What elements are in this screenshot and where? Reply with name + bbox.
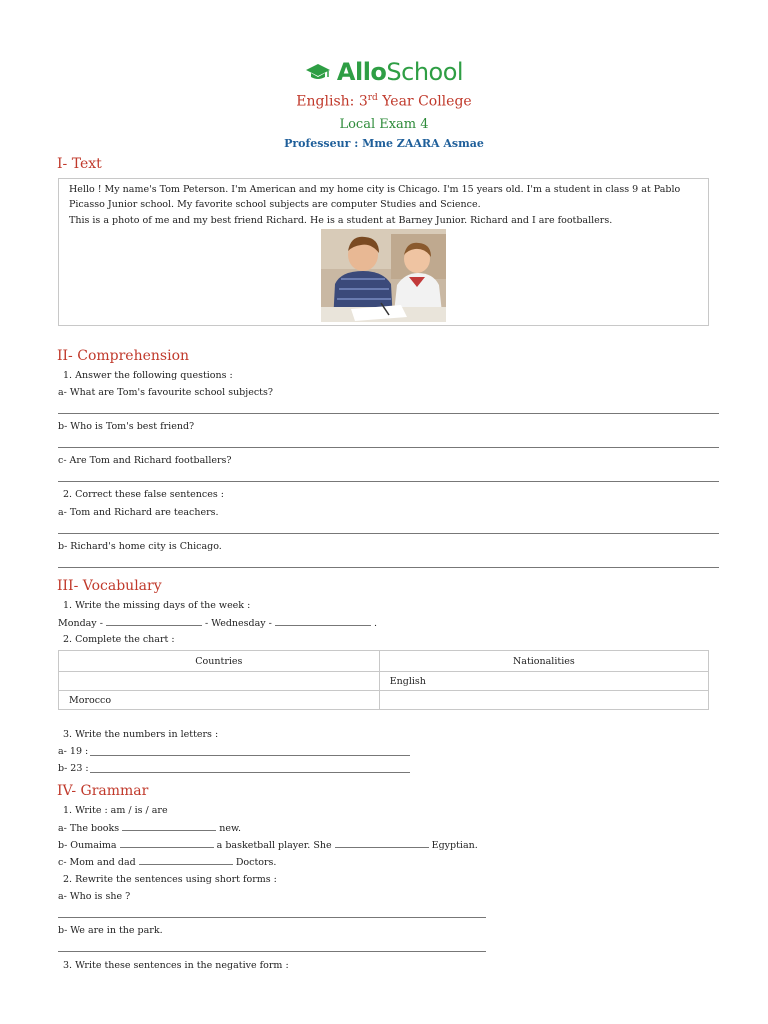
question-2a: a- Tom and Richard are teachers.: [58, 507, 219, 518]
number-23-label: b- 23 :: [58, 763, 89, 774]
answer-line[interactable]: [90, 755, 410, 756]
grammar-sentence-a: a- The books new.: [58, 823, 241, 834]
question-1c: c- Are Tom and Richard footballers?: [58, 455, 232, 466]
answer-line[interactable]: [58, 951, 486, 952]
chart-cell[interactable]: [379, 691, 708, 710]
text-paragraph-2: This is a photo of me and my best friend Richard. He is a student at Barney Junior. Richard and I are footballers.: [69, 215, 613, 226]
days-of-week-exercise: Monday - - Wednesday - .: [58, 618, 377, 629]
question-1a: a- What are Tom's favourite school subjects?: [58, 387, 273, 398]
column-header-nationalities: Nationalities: [379, 651, 708, 672]
grammar-question-3: 3. Write these sentences in the negative form :: [63, 960, 289, 971]
blank-field[interactable]: [120, 839, 214, 848]
section-text-title: I- Text: [57, 156, 102, 172]
blank-field[interactable]: [106, 617, 202, 626]
course-title: English: 3rd Year College: [296, 93, 472, 110]
professor-name: Professeur : Mme ZAARA Asmae: [284, 137, 484, 150]
vocab-question-3: 3. Write the numbers in letters :: [63, 729, 219, 740]
number-19-label: a- 19 :: [58, 746, 89, 757]
vocab-question-1: 1. Write the missing days of the week :: [63, 600, 251, 611]
question-2b: b- Richard's home city is Chicago.: [58, 541, 222, 552]
chart-cell[interactable]: [59, 672, 380, 691]
vocab-question-2: 2. Complete the chart :: [63, 634, 175, 645]
answer-line[interactable]: [58, 447, 719, 448]
logo: [0, 58, 768, 86]
grammar-question-2b: b- We are in the park.: [58, 925, 163, 936]
chart-cell: Morocco: [59, 691, 380, 710]
answer-line[interactable]: [58, 413, 719, 414]
text-paragraph-1: Hello ! My name's Tom Peterson. I'm American and my home city is Chicago. I'm 15 years old. I'm a student in class 9 at Pablo Picasso Junior school. My favorite school subjects are computer Studies and Science.: [69, 184, 681, 210]
logo-text: AlloSchool: [336, 58, 464, 86]
grammar-question-1: 1. Write : am / is / are: [63, 805, 168, 816]
section-vocabulary-title: III- Vocabulary: [57, 578, 162, 594]
exam-title: Local Exam 4: [339, 117, 429, 132]
chart-cell: English: [379, 672, 708, 691]
question-2-heading: 2. Correct these false sentences :: [63, 489, 224, 500]
photo-of-students: [321, 229, 446, 322]
answer-line[interactable]: [58, 567, 719, 568]
grammar-question-2a: a- Who is she ?: [58, 891, 131, 902]
blank-field[interactable]: [122, 822, 216, 831]
answer-line[interactable]: [58, 533, 719, 534]
blank-field[interactable]: [275, 617, 371, 626]
blank-field[interactable]: [139, 856, 233, 865]
blank-field[interactable]: [335, 839, 429, 848]
section-grammar-title: IV- Grammar: [57, 783, 149, 799]
answer-line[interactable]: [90, 772, 410, 773]
column-header-countries: Countries: [59, 651, 380, 672]
graduation-cap-icon: [305, 62, 331, 82]
grammar-sentence-b: b- Oumaima a basketball player. She Egyptian.: [58, 840, 478, 851]
section-comprehension-title: II- Comprehension: [57, 348, 190, 364]
question-1-heading: 1. Answer the following questions :: [63, 370, 233, 381]
answer-line[interactable]: [58, 917, 486, 918]
answer-line[interactable]: [58, 481, 719, 482]
grammar-question-2: 2. Rewrite the sentences using short forms :: [63, 874, 277, 885]
question-1b: b- Who is Tom's best friend?: [58, 421, 195, 432]
countries-nationalities-chart: [58, 650, 709, 710]
grammar-sentence-c: c- Mom and dad Doctors.: [58, 857, 277, 868]
